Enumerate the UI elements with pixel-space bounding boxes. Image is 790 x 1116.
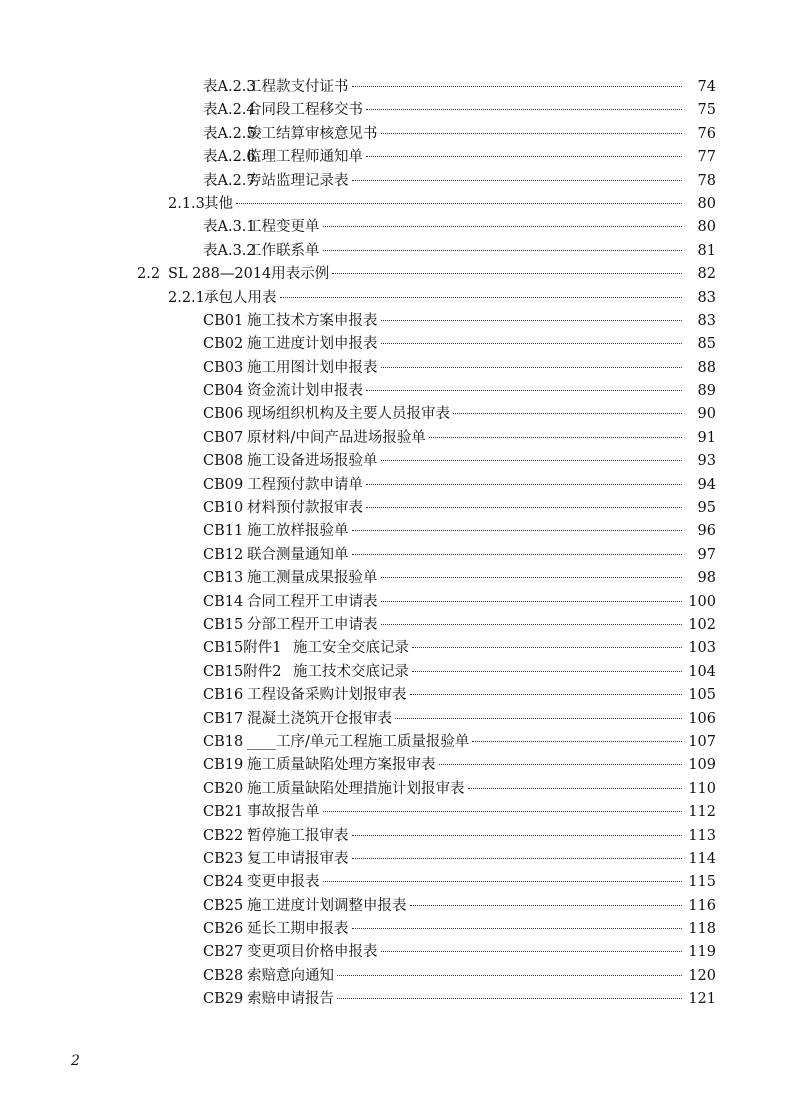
toc-entry-title: 工程款支付证书 <box>247 79 349 95</box>
dot-leader <box>366 483 682 485</box>
toc-entry-title: 变更项目价格申报表 <box>247 944 378 961</box>
toc-entry[interactable] <box>0 895 790 918</box>
toc-entry[interactable] <box>0 357 790 380</box>
toc-entry-title: 现场组织机构及主要人员报审表 <box>247 406 450 423</box>
toc-entry-page: 93 <box>697 453 716 470</box>
toc-entry-page: 95 <box>697 500 716 517</box>
toc-entry-number: 表A.2.3 <box>203 79 256 95</box>
toc-entry[interactable] <box>0 965 790 988</box>
toc-entry[interactable] <box>0 170 790 193</box>
toc-entry[interactable] <box>0 731 790 754</box>
toc-entry[interactable] <box>0 427 790 450</box>
toc-entry[interactable] <box>0 708 790 731</box>
toc-entry-page: 105 <box>688 687 716 704</box>
toc-entry-number: 表A.3.2 <box>203 242 256 259</box>
toc-entry-number: 表A.2.6 <box>203 149 256 166</box>
dot-leader <box>236 202 682 204</box>
toc-entry-page: 74 <box>697 79 716 95</box>
dot-leader <box>381 366 683 368</box>
dot-leader <box>381 576 683 578</box>
dot-leader <box>337 997 682 999</box>
dot-leader <box>439 763 683 765</box>
toc-entry-title: 施工安全交底记录 <box>293 640 409 657</box>
toc-entry-page: 85 <box>697 336 716 353</box>
toc-entry-page: 94 <box>697 476 716 493</box>
dot-leader <box>429 436 682 438</box>
toc-entry-title: 施工质量缺陷处理方案报审表 <box>247 757 436 774</box>
dot-leader <box>410 693 683 695</box>
dot-leader <box>468 787 683 789</box>
toc-entry-number: CB28 <box>203 967 244 984</box>
toc-entry-page: 109 <box>688 757 716 774</box>
toc-section-title: SL 288—2014用表示例 <box>168 266 330 283</box>
toc-entry-title: 联合测量通知单 <box>247 546 349 563</box>
toc-entry[interactable] <box>0 310 790 333</box>
toc-entry-number: CB15附件2 <box>203 663 282 680</box>
dot-leader <box>366 389 682 391</box>
toc-entry-page: 121 <box>688 991 716 1008</box>
toc-entry-title: 事故报告单 <box>247 804 320 821</box>
toc-entry[interactable] <box>0 848 790 871</box>
dot-leader <box>280 296 683 298</box>
toc-entry-title: 施工技术交底记录 <box>293 663 409 680</box>
toc-entry-title: 施工进度计划申报表 <box>247 336 378 353</box>
toc-entry-page: 80 <box>697 219 716 236</box>
dot-leader <box>352 857 683 859</box>
dot-leader <box>352 927 683 929</box>
dot-leader <box>412 670 682 672</box>
toc-entry-page: 81 <box>697 242 716 259</box>
toc-entry-title: 合同段工程移交书 <box>247 102 363 119</box>
toc-entry-title: 合同工程开工申请表 <box>247 593 378 610</box>
toc-entry-number: CB14 <box>203 593 244 610</box>
toc-entry-page: 88 <box>697 359 716 376</box>
toc-entry-page: 78 <box>697 172 716 189</box>
toc-entry-number: CB25 <box>203 897 244 914</box>
toc-entry-page: 112 <box>688 804 716 821</box>
toc-entry-number: CB29 <box>203 991 244 1008</box>
toc-subsection[interactable] <box>0 287 790 310</box>
toc-entry-page: 107 <box>688 733 716 750</box>
toc-entry-number: CB23 <box>203 850 244 867</box>
toc-entry[interactable] <box>0 544 790 567</box>
toc-entry-page: 110 <box>688 780 716 797</box>
toc-subsection-title: 承包人用表 <box>204 289 277 306</box>
toc-entry[interactable] <box>0 333 790 356</box>
toc-entry-number: CB21 <box>203 804 244 821</box>
toc-entry-title: 索赔意向通知 <box>247 967 334 984</box>
toc-entry-title: 复工申请报审表 <box>247 850 349 867</box>
toc-entry-page: 114 <box>688 850 716 867</box>
toc-entry[interactable] <box>0 684 790 707</box>
toc-entry-number: CB24 <box>203 874 244 891</box>
dot-leader <box>323 810 683 812</box>
toc-entry-number: 表A.2.7 <box>203 172 256 189</box>
toc-entry-page: 103 <box>688 640 716 657</box>
toc-entry[interactable] <box>0 637 790 660</box>
toc-entry[interactable] <box>0 661 790 684</box>
toc-entry-page: 104 <box>688 663 716 680</box>
toc-entry[interactable] <box>0 76 790 99</box>
toc-entry-number: CB12 <box>203 546 244 563</box>
toc-entry-title: 施工进度计划调整申报表 <box>247 897 407 914</box>
toc-entry-page: 97 <box>697 546 716 563</box>
toc-entry-number: CB16 <box>203 687 244 704</box>
toc-entry-number: CB10 <box>203 500 244 517</box>
toc-entry-number: CB03 <box>203 359 244 376</box>
toc-entry[interactable] <box>0 450 790 473</box>
dot-leader <box>366 108 682 110</box>
toc-entry-page: 80 <box>697 195 716 212</box>
toc-entry-number: CB20 <box>203 780 244 797</box>
dot-leader <box>352 529 683 531</box>
dot-leader <box>323 249 683 251</box>
toc-entry-number: CB07 <box>203 429 244 446</box>
dot-leader <box>323 225 683 227</box>
toc-entry-page: 77 <box>697 149 716 166</box>
toc-entry[interactable] <box>0 918 790 941</box>
toc-entry[interactable] <box>0 825 790 848</box>
toc-entry-title: 索赔申请报告 <box>247 991 334 1008</box>
dot-leader <box>366 155 682 157</box>
toc-subsection-number: 2.2.1 <box>168 289 205 306</box>
dot-leader <box>337 974 682 976</box>
toc-entry-number: 表A.3.1 <box>203 219 256 236</box>
toc-entry[interactable] <box>0 754 790 777</box>
toc-entry[interactable] <box>0 591 790 614</box>
toc-entry-page: 96 <box>697 523 716 540</box>
toc-entry-number: CB15附件1 <box>203 640 282 657</box>
toc-entry-title: 混凝土浇筑开仓报审表 <box>247 710 392 727</box>
dot-leader <box>352 834 683 836</box>
dot-leader <box>381 600 683 602</box>
dot-leader <box>352 553 683 555</box>
dot-leader <box>395 717 682 719</box>
dot-leader <box>381 342 683 344</box>
toc-entry-title: 施工放样报验单 <box>247 523 349 540</box>
toc-entry-title: ____工序/单元工程施工质量报验单 <box>247 733 470 750</box>
toc-entry-number: CB04 <box>203 383 244 400</box>
dot-leader <box>381 132 683 134</box>
dot-leader <box>381 319 683 321</box>
dot-leader <box>381 950 683 952</box>
toc-entry-page: 89 <box>697 383 716 400</box>
toc-entry-number: CB11 <box>203 523 244 540</box>
dot-leader <box>366 506 682 508</box>
dot-leader <box>410 904 683 906</box>
toc-entry-page: 83 <box>697 289 716 306</box>
toc-entry[interactable] <box>0 778 790 801</box>
toc-entry-number: CB19 <box>203 757 244 774</box>
toc-entry-title: 监理工程师通知单 <box>247 149 363 166</box>
toc-entry-page: 75 <box>697 102 716 119</box>
page-number: 2 <box>71 1053 80 1069</box>
toc-entry-page: 91 <box>697 429 716 446</box>
dot-leader <box>381 623 683 625</box>
toc-entry-title: 暂停施工报审表 <box>247 827 349 844</box>
toc-entry[interactable] <box>0 497 790 520</box>
toc-entry-number: CB26 <box>203 921 244 938</box>
toc-entry-title: 其他 <box>204 195 233 212</box>
toc-entry-page: 116 <box>688 897 716 914</box>
toc-entry[interactable] <box>0 801 790 824</box>
toc-entry-number: CB15 <box>203 616 244 633</box>
toc-entry[interactable] <box>0 380 790 403</box>
toc-section[interactable] <box>0 263 790 286</box>
table-of-contents <box>0 76 790 1012</box>
dot-leader <box>472 740 682 742</box>
toc-entry-number: 表A.2.5 <box>203 125 256 142</box>
toc-entry-page: 76 <box>697 125 716 142</box>
dot-leader <box>352 85 683 87</box>
toc-entry-title: 施工技术方案申报表 <box>247 312 378 329</box>
dot-leader <box>352 179 683 181</box>
toc-entry-title: 施工测量成果报验单 <box>247 570 378 587</box>
toc-entry-title: 工程预付款申请单 <box>247 476 363 493</box>
toc-entry-title: 分部工程开工申请表 <box>247 616 378 633</box>
toc-entry[interactable] <box>0 193 790 216</box>
dot-leader <box>323 880 683 882</box>
toc-entry-title: 工作联系单 <box>247 242 320 259</box>
toc-entry-page: 113 <box>688 827 716 844</box>
toc-entry[interactable] <box>0 240 790 263</box>
dot-leader <box>381 459 683 461</box>
toc-entry-number: CB06 <box>203 406 244 423</box>
toc-entry-page: 90 <box>697 406 716 423</box>
toc-entry-page: 83 <box>697 312 716 329</box>
toc-entry-title: 变更申报表 <box>247 874 320 891</box>
toc-entry-title: 原材料/中间产品进场报验单 <box>247 429 426 446</box>
toc-entry[interactable] <box>0 567 790 590</box>
toc-entry[interactable] <box>0 941 790 964</box>
toc-entry[interactable] <box>0 871 790 894</box>
toc-entry-title: 材料预付款报审表 <box>247 500 363 517</box>
toc-entry-number: CB27 <box>203 944 244 961</box>
toc-entry-title: 资金流计划申报表 <box>247 383 363 400</box>
toc-entry[interactable] <box>0 123 790 146</box>
dot-leader <box>332 272 682 274</box>
toc-entry-page: 120 <box>688 967 716 984</box>
toc-entry-number: 表A.2.4 <box>203 102 256 119</box>
toc-entry-number: CB09 <box>203 476 244 493</box>
toc-entry-number: 2.1.3 <box>168 195 205 212</box>
toc-entry-title: 旁站监理记录表 <box>247 172 349 189</box>
toc-entry-title: 施工质量缺陷处理措施计划报审表 <box>247 780 465 797</box>
toc-entry-page: 119 <box>688 944 716 961</box>
toc-entry-number: CB13 <box>203 570 244 587</box>
toc-entry-number: CB17 <box>203 710 244 727</box>
toc-entry[interactable] <box>0 146 790 169</box>
toc-entry[interactable] <box>0 403 790 426</box>
toc-entry-title: 工程设备采购计划报审表 <box>247 687 407 704</box>
toc-entry-page: 106 <box>688 710 716 727</box>
toc-entry-number: CB01 <box>203 312 244 329</box>
dot-leader <box>453 412 682 414</box>
dot-leader <box>412 646 682 648</box>
toc-entry-page: 102 <box>688 616 716 633</box>
toc-entry[interactable] <box>0 614 790 637</box>
toc-entry-title: 施工用图计划申报表 <box>247 359 378 376</box>
toc-entry-number: CB08 <box>203 453 244 470</box>
toc-entry-page: 118 <box>688 921 716 938</box>
toc-entry-page: 98 <box>697 570 716 587</box>
toc-entry-title: 施工设备进场报验单 <box>247 453 378 470</box>
toc-entry-page: 115 <box>688 874 716 891</box>
toc-entry-page: 82 <box>697 266 716 283</box>
toc-entry[interactable] <box>0 474 790 497</box>
toc-entry-page: 100 <box>688 593 716 610</box>
toc-entry-title: 竣工结算审核意见书 <box>247 125 378 142</box>
toc-entry[interactable] <box>0 520 790 543</box>
toc-entry[interactable] <box>0 216 790 239</box>
toc-entry[interactable] <box>0 99 790 122</box>
toc-entry-number: CB18 <box>203 733 244 750</box>
toc-entry[interactable] <box>0 988 790 1011</box>
toc-entry-number: CB02 <box>203 336 244 353</box>
toc-entry-title: 工程变更单 <box>247 219 320 236</box>
toc-section-number: 2.2 <box>137 266 161 283</box>
toc-entry-number: CB22 <box>203 827 244 844</box>
toc-entry-title: 延长工期申报表 <box>247 921 349 938</box>
